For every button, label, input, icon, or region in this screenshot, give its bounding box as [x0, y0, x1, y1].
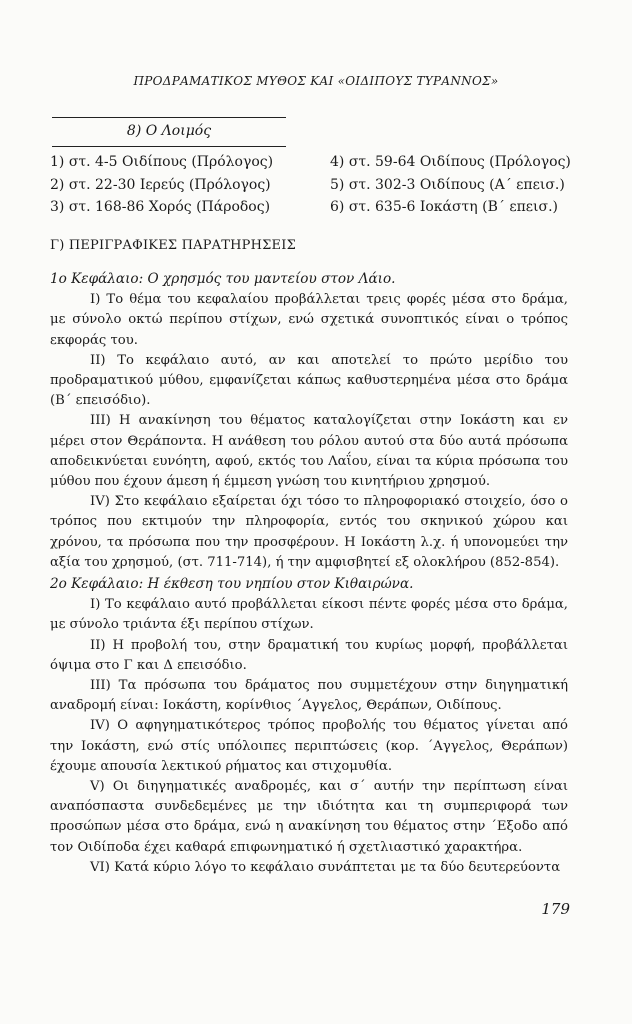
page-number: 179 [541, 900, 570, 918]
paragraph: II) Η προβολή του, στην δραματική του κυρίως μορφή, προβάλλεται όψιμα στο Γ και Δ επεισόδιο. [50, 637, 568, 673]
chapter-heading: 1ο Κεφάλαιο: Ο χρησμός του μαντείου στον Λάιο. [50, 271, 396, 287]
paragraph: IV) Στο κεφάλαιο εξαίρεται όχι τόσο το πληροφοριακό στοιχείο, όσο ο τρόπος που εκτιμούν την πληροφορία, εντός του σκηνικού χώρου και χρόνου, τα πρόσωπα που την προσφέρουν. Η Ιοκάστη λ.χ. ή υπονομεύει την αξία του χρησμού, (στ. 711-714), ή την αμφισβητεί εξ ολοκλήρου (852-854). [50, 494, 568, 570]
paragraph: III) Η ανακίνηση του θέματος καταλογίζεται στην Ιοκάστη και εν μέρει στον Θεράποντα. Η ανάθεση του ρόλου αυτού στα δύο αυτά πρόσωπα αποδεικνύεται ευνόητη, αφού, εκτός του Λαΐου, είναι τα κύρια πρόσωπα του μύθου που έχουν άμεση ή έμμεση γνώση του κινητήριου χρησμού. [50, 413, 568, 490]
box-title: 8) Ο Λοιμός [126, 123, 212, 139]
reference-item: 6) στ. 635-6 Ιοκάστη (Β΄ επεισ.) [330, 199, 558, 215]
paragraph: I) Το κεφάλαιο αυτό προβάλλεται είκοσι πέντε φορές μέσα στο δράμα, με σύνολο τριάντα έξι περίπου στίχων. [50, 597, 568, 633]
reference-item: 4) στ. 59-64 Οιδίπους (Πρόλογος) [330, 154, 571, 170]
chapter-1 [50, 269, 568, 573]
references-left-column [50, 151, 320, 219]
reference-item: 1) στ. 4-5 Οιδίπους (Πρόλογος) [50, 154, 274, 170]
paragraph: IV) Ο αφηγηματικότερος τρόπος προβολής του θέματος γίνεται από την Ιοκάστη, ενώ στίς υπόλοιπες περιπτώσεις (κορ. ΄Αγγελος, Θεράπων) έχουμε απουσία λεκτικού ρήματος και στιχομυθία. [50, 718, 568, 774]
paragraph: VI) Κατά κύριο λόγο το κεφάλαιο συνάπτεται με τα δύο δευτερεύοντα [90, 859, 561, 875]
running-head: ΠΡΟΔΡΑΜΑΤΙΚΟΣ ΜΥΘΟΣ ΚΑΙ «ΟΙΔΙΠΟΥΣ ΤΥΡΑΝΝΟΣ» [133, 74, 499, 88]
chapter-2 [50, 574, 568, 878]
paragraph: II) Το κεφάλαιο αυτό, αν και αποτελεί το πρώτο μερίδιο του προδραματικού μύθου, εμφανίζεται κάπως καθυστερημένα μέσα στο δράμα (Β΄ επεισόδιο). [50, 352, 568, 409]
section-heading: Γ) ΠΕΡΙΓΡΑΦΙΚΕΣ ΠΑΡΑΤΗΡΗΣΕΙΣ [50, 238, 296, 253]
reference-item: 3) στ. 168-86 Χορός (Πάροδος) [50, 199, 271, 215]
references-right-column [330, 151, 590, 219]
chapter-heading: 2ο Κεφάλαιο: Η έκθεση του νηπίου στον Κιθαιρώνα. [50, 576, 414, 592]
paragraph: III) Τα πρόσωπα του δράματος που συμμετέχουν στην διηγηματική αναδρομή είναι: Ιοκάστη, κορίνθιος ΄Αγγελος, Θεράπων, Οιδίπους. [50, 678, 568, 714]
reference-item: 2) στ. 22-30 Ιερεύς (Πρόλογος) [50, 176, 271, 193]
paragraph: I) Το θέμα του κεφαλαίου προβάλλεται τρεις φορές μέσα στο δράμα, με σύνολο οκτώ περίπου στίχων, ενώ σχετικά συνοπτικός είναι ο τρόπος εκφοράς του. [50, 292, 568, 348]
paragraph: V) Οι διηγηματικές αναδρομές, και σ΄ αυτήν την περίπτωση είναι αναπόσπαστα συνδεδεμένες με την ιδιότητα και τη συμπεριφορά των προσώπων μέσα στο δράμα, ενώ η ανακίνηση του θέματος στην ΄Εξοδο από τον Οιδίποδα έχει καθαρά επιφωνηματικό ή σχετλιαστικό χαρακτήρα. [50, 779, 568, 855]
box-bottom-rule [52, 146, 286, 147]
reference-item: 5) στ. 302-3 Οιδίπους (Α΄ επεισ.) [330, 176, 565, 193]
box-top-rule [52, 117, 286, 118]
